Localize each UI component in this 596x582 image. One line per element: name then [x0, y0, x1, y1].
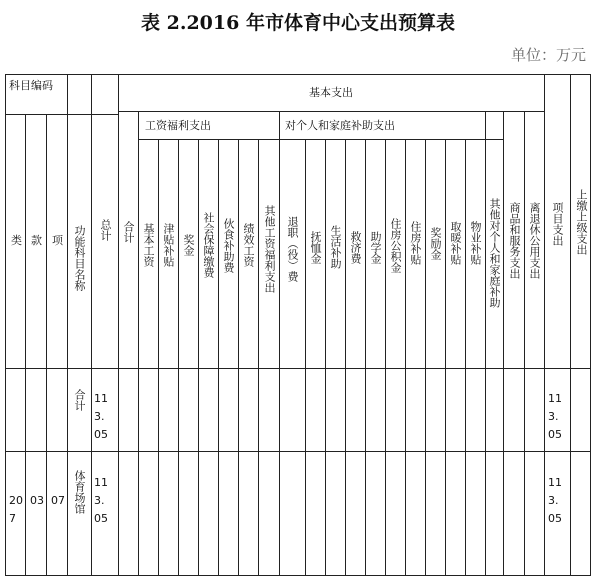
- header-upper-payment: 上缴上级支出: [575, 189, 588, 255]
- header-property: 物业补贴: [469, 221, 482, 265]
- header-goods-services: 商品和服务支出: [508, 201, 521, 279]
- row2-section: 03: [30, 494, 44, 507]
- header-relief: 救济费: [349, 230, 362, 264]
- row2-project: 113.05: [548, 476, 562, 525]
- header-allowance: 津贴补贴: [162, 223, 175, 267]
- header-personal-group: 对个人和家庭补助支出: [285, 119, 395, 132]
- page-title: 表 2.2016 年市体育中心支出预算表: [141, 12, 455, 34]
- header-bonus: 奖金: [182, 234, 195, 256]
- header-item: 项: [52, 234, 63, 247]
- header-total: 总计: [99, 219, 112, 241]
- row2-name: 体育场馆: [73, 470, 86, 514]
- row1-project: 113.05: [548, 392, 562, 441]
- header-housing-allowance: 住房补贴: [409, 221, 422, 265]
- row2-item: 07: [51, 494, 65, 507]
- header-function-name: 功能科目名称: [73, 225, 86, 291]
- row1-total: 113.05: [94, 392, 108, 441]
- header-housing-fund: 住房公积金: [389, 217, 402, 273]
- row2-total: 113.05: [94, 476, 108, 525]
- row2-category: 207: [9, 494, 23, 525]
- header-performance-pay: 绩效工资: [242, 223, 255, 267]
- header-subtotal: 合计: [122, 221, 135, 243]
- header-student-aid: 助学金: [369, 230, 382, 264]
- header-category: 类: [11, 234, 22, 247]
- header-code-group: 科目编码: [9, 79, 53, 92]
- header-meal-allowance: 伙食补助费: [222, 217, 235, 273]
- header-other-wages: 其他工资福利支出: [263, 205, 276, 293]
- table-grid: [5, 74, 591, 576]
- header-retiree-public: 离退休公用支出: [528, 201, 541, 279]
- header-pension: 抚恤金: [309, 230, 322, 264]
- header-project: 项目支出: [551, 202, 564, 246]
- header-retirement: 退职（役）费: [286, 216, 299, 282]
- header-other-personal: 其他对个人和家庭补助: [488, 198, 501, 308]
- header-basic: 基本支出: [309, 86, 353, 99]
- budget-table: [5, 74, 591, 576]
- header-heating: 取暖补贴: [449, 221, 462, 265]
- header-section: 款: [31, 234, 42, 247]
- header-award: 奖励金: [429, 226, 442, 260]
- unit-label: 单位：万元: [510, 46, 586, 64]
- row1-name: 合计: [73, 389, 86, 411]
- header-social-security: 社会保障缴费: [202, 212, 215, 278]
- header-living-allowance: 生活补助: [329, 225, 342, 269]
- header-wages-group: 工资福利支出: [145, 119, 211, 132]
- header-basic-salary: 基本工资: [142, 223, 155, 267]
